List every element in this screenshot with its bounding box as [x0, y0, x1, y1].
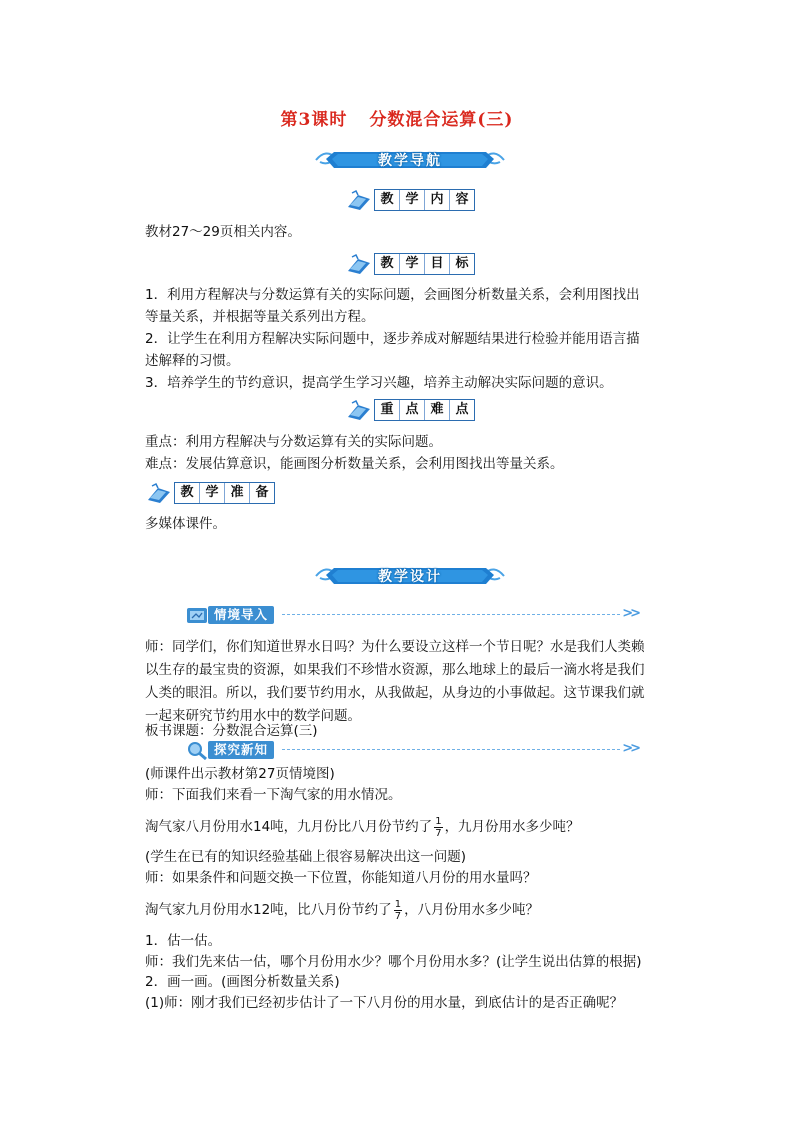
- intro-paragraph: 师：同学们，你们知道世界水日吗？为什么要设立这样一个节日呢？水是我们人类赖以生存的最宝贵的资源，如果我们不珍惜水资源，那么地球上的最后一滴水将是我们人类的眼泪。所以，我们要节约用水，从我做起，从身边的小事做起。这节课我们就一起来研究节约用水中的数学问题。: [145, 639, 645, 724]
- prep-text: 多媒体课件。: [145, 516, 226, 532]
- question-1: [145, 812, 645, 842]
- content-text: 教材27～29页相关内容。: [145, 224, 301, 240]
- goal-text-1: 1．利用方程解决与分数运算有关的实际问题，会画图分析数量关系，会利用图找出等量关系，并根据等量关系列出方程。: [145, 287, 640, 325]
- heading-char: 点: [455, 402, 469, 417]
- heading-char: 目: [425, 254, 450, 274]
- fraction-one-seventh: [394, 899, 402, 922]
- goal-item: [145, 328, 645, 372]
- heading-char: 学: [400, 190, 425, 210]
- lesson-number: 第3课时: [280, 110, 348, 130]
- book-icon: [346, 253, 372, 275]
- heading-char: 准: [225, 483, 250, 503]
- dashed-divider: [282, 614, 620, 615]
- board-title: 板书课题：分数混合运算(三): [145, 723, 318, 739]
- question-text: ，八月份用水多少吨？: [404, 902, 540, 918]
- teaching-guide-banner: [312, 146, 508, 172]
- frac-denominator: 7: [435, 827, 442, 839]
- book-icon: [346, 189, 372, 211]
- tag-label: 探究新知: [208, 741, 274, 759]
- question-text: 淘气家八月份用水14吨，九月份比八月份节约了: [145, 819, 433, 835]
- step-1-text: 师：我们先来估一估，哪个月份用水少？哪个月份用水多？(让学生说出估算的根据): [145, 954, 642, 970]
- heading-char: 重: [375, 400, 400, 420]
- frac-numerator: 1: [394, 898, 402, 910]
- heading-teaching-content: [346, 188, 475, 212]
- key-point: 重点：利用方程解决与分数运算有关的实际问题。: [145, 434, 442, 450]
- step-2-text: (1)师：刚才我们已经初步估计了一下八月份的用水量，到底估计的是否正确呢？: [145, 995, 624, 1011]
- heading-char: 备: [255, 485, 269, 500]
- explore-line: (师课件出示教材第27页情境图): [145, 766, 335, 782]
- banner-label: 教学导航: [378, 153, 442, 169]
- lesson-topic: 分数混合运算(三): [369, 110, 514, 130]
- goal-item: [145, 284, 645, 328]
- dashed-divider: [282, 749, 620, 750]
- goal-item: [145, 372, 645, 394]
- question-text: ，九月份用水多少吨？: [444, 819, 580, 835]
- heading-char: 点: [400, 400, 425, 420]
- book-icon: [346, 399, 372, 421]
- heading-teaching-prep: [146, 481, 275, 505]
- goal-text-2: 2．让学生在利用方程解决实际问题中，逐步养成对解题结果进行检验并能用语言描述解释的习惯。: [145, 331, 640, 369]
- section-tag-explore: [186, 740, 638, 760]
- fraction-one-seventh: [434, 816, 442, 839]
- double-arrow-icon: >>: [622, 741, 638, 756]
- question-2: [145, 895, 645, 925]
- magnifier-icon: [186, 740, 208, 760]
- heading-key-points: [346, 398, 475, 422]
- heading-char: 教: [375, 254, 400, 274]
- heading-char: 容: [455, 192, 469, 207]
- teaching-design-banner: [312, 562, 508, 588]
- tag-label: 情境导入: [208, 606, 274, 624]
- goal-text-3: 3．培养学生的节约意识，提高学生学习兴趣，培养主动解决实际问题的意识。: [145, 375, 613, 391]
- heading-char: 学: [400, 254, 425, 274]
- frac-numerator: 1: [435, 815, 442, 827]
- explore-line: 师：如果条件和问题交换一下位置，你能知道八月份的用水量吗？: [145, 870, 537, 886]
- heading-char: 难: [425, 400, 450, 420]
- heading-char: 教: [175, 483, 200, 503]
- banner-label: 教学设计: [378, 569, 442, 585]
- double-arrow-icon: >>: [622, 606, 638, 621]
- book-icon: [146, 482, 172, 504]
- heading-char: 学: [200, 483, 225, 503]
- page-title: [0, 105, 794, 130]
- question-text: 淘气家九月份用水12吨，比八月份节约了: [145, 902, 392, 918]
- difficult-point: 难点：发展估算意识，能画图分析数量关系，会利用图找出等量关系。: [145, 456, 564, 472]
- explore-line: 师：下面我们来看一下淘气家的用水情况。: [145, 787, 402, 803]
- heading-char: 内: [425, 190, 450, 210]
- step-1: 1．估一估。: [145, 933, 222, 949]
- step-2: 2．画一画。(画图分析数量关系): [145, 974, 340, 990]
- chalkboard-icon: [186, 605, 208, 625]
- heading-char: 教: [375, 190, 400, 210]
- heading-teaching-goals: [346, 252, 475, 276]
- explore-line: (学生在已有的知识经验基础上很容易解决出这一问题): [145, 849, 467, 865]
- heading-char: 标: [455, 256, 469, 271]
- section-tag-scenario: [186, 605, 638, 625]
- frac-denominator: 7: [394, 910, 402, 922]
